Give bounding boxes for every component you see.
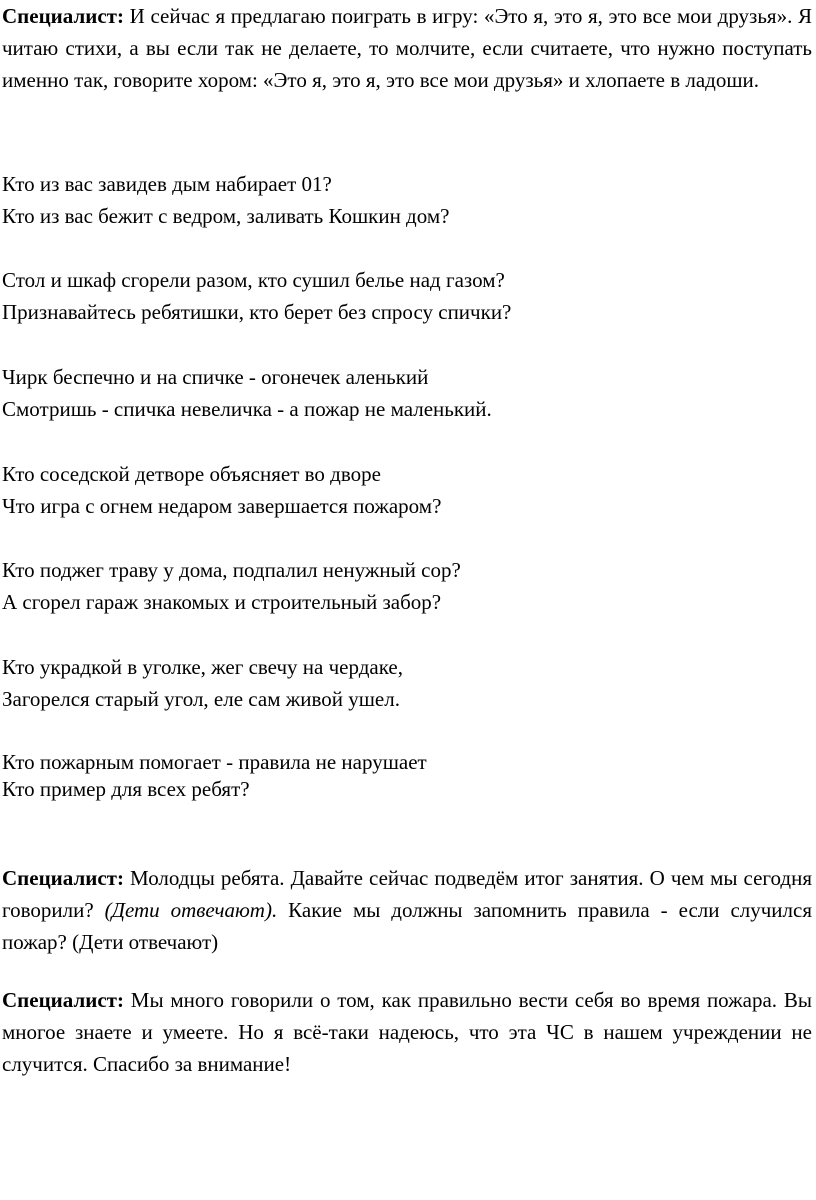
poem-line: А сгорел гараж знакомых и строительный забор? (2, 590, 442, 614)
poem-line: Что игра с огнем недаром завершается пожаром? (2, 494, 442, 518)
poem-line: Кто пожарным помогает - правила не нарушает (2, 750, 427, 774)
poem-line: Кто поджег траву у дома, подпалил ненужный сор? (2, 558, 461, 582)
poem-line: Признавайтесь ребятишки, кто берет без спросу спички? (2, 300, 512, 324)
summary-text: Молодцы ребята. Давайте сейчас подведём итог занятия. О чем мы сегодня говорили? (2, 866, 812, 922)
poem-line: Кто пример для всех ребят? (2, 777, 250, 801)
poem-line: Кто соседской детворе объясняет во дворе (2, 462, 381, 486)
poem-line: Стол и шкаф сгорели разом, кто сушил белье над газом? (2, 268, 505, 292)
poem-line: Кто украдкой в уголке, жег свечу на чердаке, (2, 655, 403, 679)
poem-line: Чирк беспечно и на спичке - огонечек аленький (2, 365, 429, 389)
summary-paragraph (2, 862, 812, 958)
poem-line: Загорелся старый угол, еле сам живой ушел. (2, 687, 400, 711)
speaker-label: Специалист: (2, 988, 124, 1012)
summary-italic-note: (Дети отвечают). (104, 898, 278, 922)
closing-paragraph (2, 984, 812, 1080)
closing-text: Мы много говорили о том, как правильно вести себя во время пожара. Вы многое знаете и умеете. Но я всё-таки надеюсь, что эта ЧС в нашем учреждении не случится. Спасибо за внимание! (2, 988, 812, 1076)
poem-line: Кто из вас бежит с ведром, заливать Кошкин дом? (2, 204, 450, 228)
intro-paragraph (2, 0, 812, 96)
summary-text-end: Какие мы должны запомнить правила - если случился пожар? (Дети отвечают) (2, 898, 813, 954)
speaker-label: Специалист: (2, 866, 124, 890)
intro-text: И сейчас я предлагаю поиграть в игру: «Это я, это я, это все мои друзья». Я читаю стихи, а вы если так не делаете, то молчите, если считаете, что нужно поступать именно так, говорите хором: «Это я, это я, это все мои друзья» и хлопаете в ладоши. (2, 4, 812, 92)
speaker-label: Специалист: (2, 4, 124, 28)
poem-line: Кто из вас завидев дым набирает 01? (2, 172, 332, 196)
poem-line: Смотришь - спичка невеличка - а пожар не маленький. (2, 397, 492, 421)
